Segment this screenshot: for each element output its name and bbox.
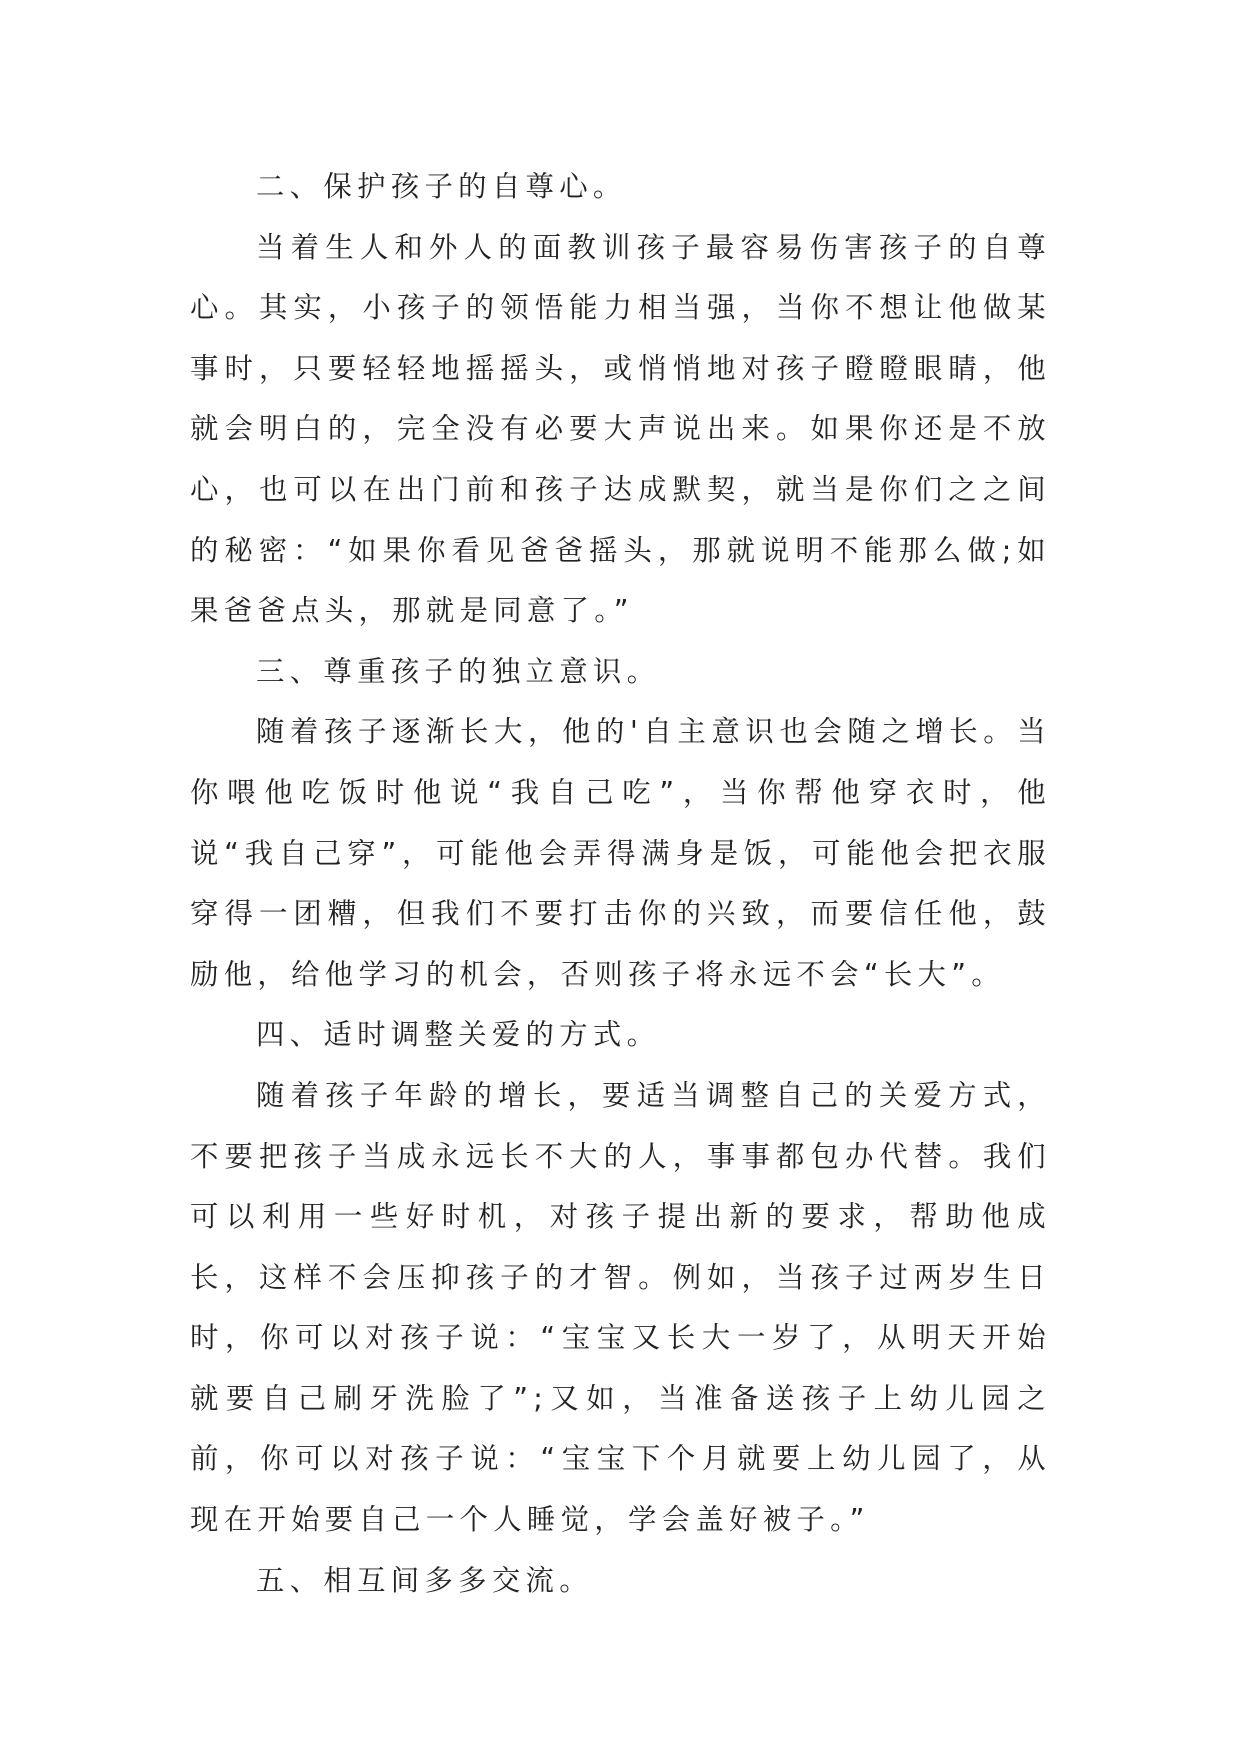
section-heading-5: 五、相互间多多交流。 <box>256 1563 593 1597</box>
section-heading-2: 二、保护孩子的自尊心。 <box>256 170 627 203</box>
paragraph-adjust-care: 随着孩子年龄的增长，要适当调整自己的关爱方式，不要把孩子当成永远长不大的人，事事都包办代替。我们可以利用一些好时机，对孩子提出新的要求，帮助他成长，这样不会压抑孩子的才智。例如，当孩子过两岁生日时，你可以对孩子说：“宝宝又长大一岁了，从明天开始就要自己刷牙洗脸了”;又如，当准备送孩子上幼儿园之前，你可以对孩子说：“宝宝下个月就要上幼儿园了，从现在开始要自己一个人睡觉，学会盖好被子。” <box>190 1078 1051 1537</box>
paragraph-self-esteem: 当着生人和外人的面教训孩子最容易伤害孩子的自尊心。其实，小孩子的领悟能力相当强，当你不想让他做某事时，只要轻轻地摇摇头，或悄悄地对孩子瞪瞪眼睛，他就会明白的，完全没有必要大声说出来。如果你还是不放心，也可以在出门前和孩子达成默契，就当是你们之之间的秘密：“如果你看见爸爸摇头，那就说明不能那么做;如果爸爸点头，那就是同意了。” <box>190 230 1051 628</box>
section-heading-3: 三、尊重孩子的独立意识。 <box>256 654 661 688</box>
section-heading-4: 四、适时调整关爱的方式。 <box>256 1018 661 1052</box>
document-body <box>190 157 1051 1611</box>
paragraph-independence: 随着孩子逐渐长大，他的'自主意识也会随之增长。当你喂他吃饭时他说“我自己吃”，当你帮他穿衣时，他说“我自己穿”，可能他会弄得满身是饭，可能他会把衣服穿得一团糟，但我们不要打击你的兴致，而要信任他，鼓励他，给他学习的机会，否则孩子将永远不会“长大”。 <box>190 715 1051 991</box>
